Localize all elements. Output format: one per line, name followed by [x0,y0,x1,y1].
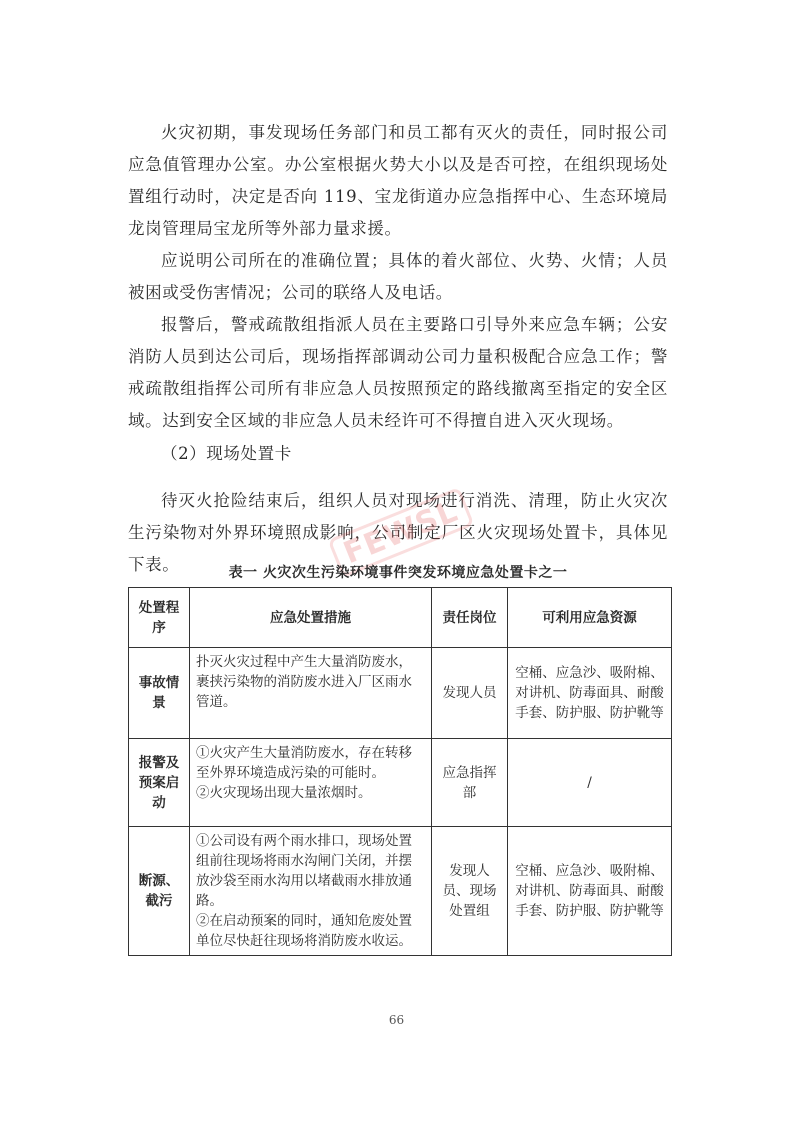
paragraph-cleanup: 待灭火抢险结束后，组织人员对现场进行消洗、清理，防止火灾次生污染物对外界环境照成影响，公司制定厂区火灾现场处置卡，具体见下表。 [128,491,668,574]
paragraph-fire-initial-response: 火灾初期，事发现场任务部门和员工都有灭火的责任，同时报公司应急值管理办公室。办公室根据火势大小以及是否可控，在组织现场处置组行动时，决定是否向 119、宝龙街道办应急指挥中心、生态环境局龙岗管理局宝龙所等外部力量求援。 [128,123,668,238]
step-cell: 报警及预案启动 [129,739,190,827]
table-header-row [129,588,672,648]
role-cell: 发现人员 [432,648,508,739]
measures-cell [190,827,432,956]
section-heading-disposal-card: （2）现场处置卡 [161,444,292,463]
resources-cell: 空桶、应急沙、吸附棉、对讲机、防毒面具、耐酸手套、防护服、防护靴等 [508,648,672,739]
resources-cell: 空桶、应急沙、吸附棉、对讲机、防毒面具、耐酸手套、防护服、防护靴等 [508,827,672,956]
header-measures: 应急处置措施 [190,588,432,648]
measure-text: ②火灾现场出现大量浓烟时。 [196,785,372,801]
step-cell: 断源、截污 [129,827,190,956]
measure-text: ①公司设有两个雨水排口，现场处置组前往现场将雨水沟闸门关闭，并摆放沙袋至雨水沟用以堵截雨水排放通路。 [196,833,412,909]
header-step: 处置程序 [129,588,190,648]
header-resources: 可利用应急资源 [508,588,672,648]
resources-cell: / [508,739,672,827]
measure-text: 扑灭火灾过程中产生大量消防废水，裹挟污染物的消防废水进入厂区雨水管道。 [196,654,412,710]
watermark-stamp: FEWSL [327,487,474,578]
measures-cell [190,739,432,827]
table-row [129,827,672,956]
measures-cell [190,648,432,739]
table-row [129,648,672,739]
header-role: 责任岗位 [432,588,508,648]
table-caption: 表一 火灾次生污染环境事件突发环境应急处置卡之一 [228,565,568,581]
paragraph-report-content: 应说明公司所在的准确位置；具体的着火部位、火势、火情；人员被困或受伤害情况；公司的联络人及电话。 [128,251,668,302]
step-cell: 事故情景 [129,648,190,739]
measure-text: ②在启动预案的同时，通知危废处置单位尽快赶往现场将消防废水收运。 [196,913,412,949]
disposal-card-table [128,587,672,956]
measure-text: ①火灾产生大量消防废水，存在转移至外界环境造成污染的可能时。 [196,745,412,781]
role-cell: 应急指挥部 [432,739,508,827]
role-cell: 发现人员、现场处置组 [432,827,508,956]
table-row [129,739,672,827]
page-number: 66 [388,1013,405,1027]
paragraph-after-alarm: 报警后，警戒疏散组指派人员在主要路口引导外来应急车辆；公安消防人员到达公司后，现场指挥部调动公司力量积极配合应急工作；警戒疏散组指挥公司所有非应急人员按照预定的路线撤离至指定的安全区域。达到安全区域的非应急人员未经许可不得擅自进入灭火现场。 [128,315,668,430]
